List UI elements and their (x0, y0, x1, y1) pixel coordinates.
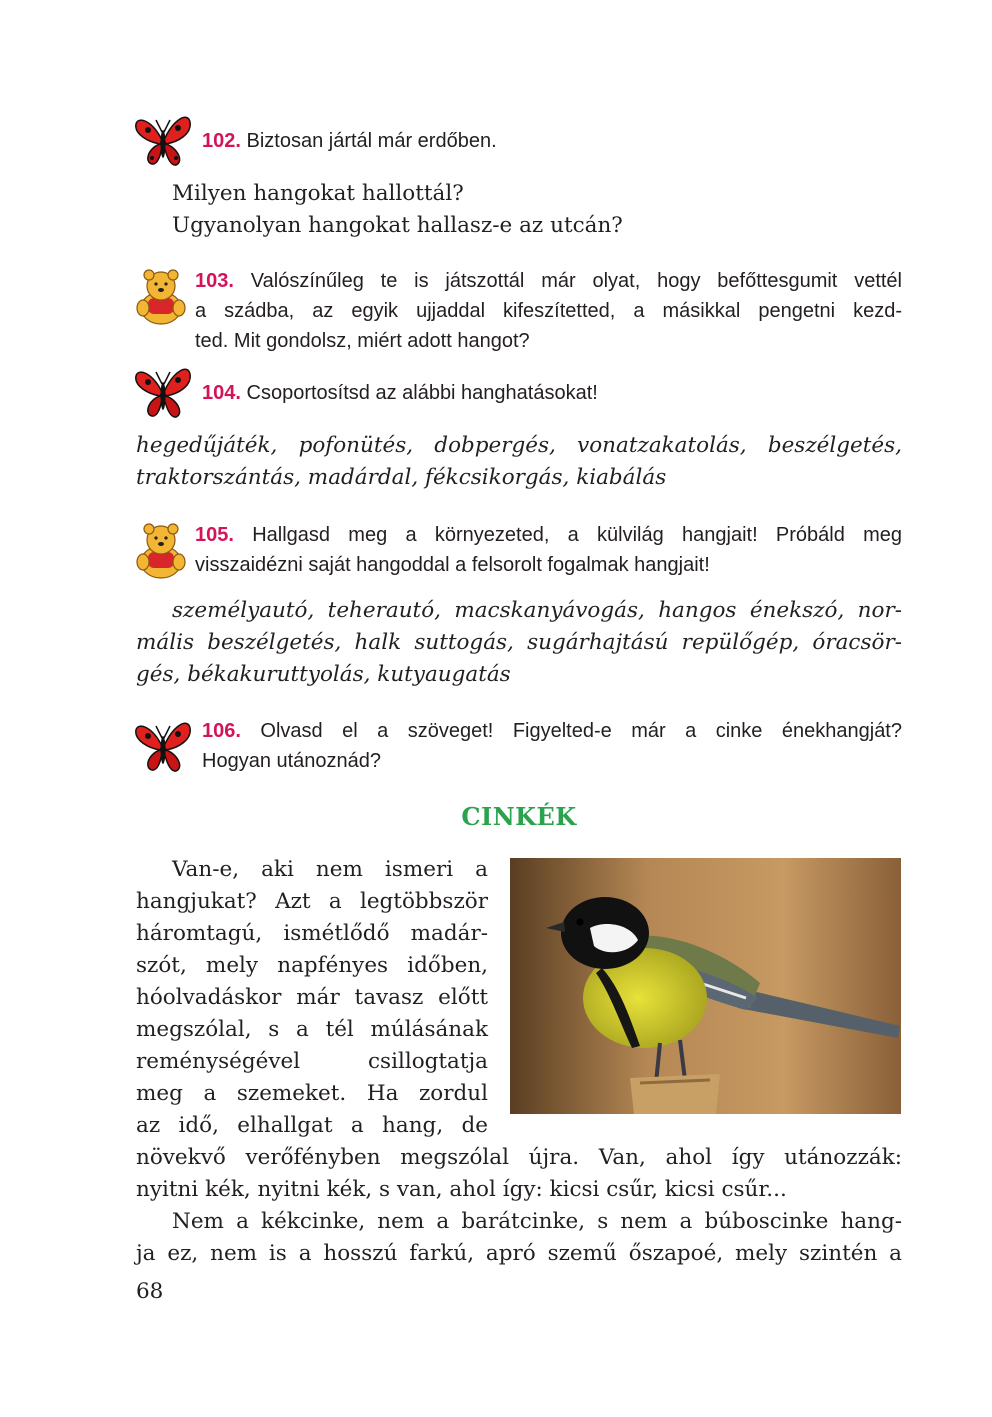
story-line: ja ez, nem is a hosszú farkú, apró szemű őszapoé, mely szintén a (136, 1241, 902, 1266)
exercise-text: Biztosan jártál már erdőben. (246, 130, 497, 152)
exercise-line: a szádba, az egyik ujjaddal kifeszítetted, a másikkal pengetni kezd- (195, 300, 902, 322)
exercise-number: 106. (202, 720, 241, 742)
butterfly-icon (134, 362, 192, 424)
exercise-line: ted. Mit gondolsz, miért adott hangot? (195, 330, 530, 352)
story-line: reménységével csillogtatja (136, 1049, 488, 1074)
questions-102 (172, 178, 902, 242)
page-number: 68 (136, 1279, 164, 1304)
exercise-105 (195, 520, 902, 580)
list-line: traktorszántás, madárdal, fékcsikorgás, kiabálás (136, 465, 667, 490)
story-title: CINKÉK (461, 802, 577, 831)
exercise-103 (195, 266, 902, 356)
exercise-102 (202, 126, 902, 156)
bear-icon (134, 266, 188, 326)
butterfly-icon (134, 110, 192, 172)
story-line: megszólal, s a tél múlásának (136, 1017, 488, 1042)
exercise-number: 103. (195, 270, 234, 292)
exercise-number: 102. (202, 130, 241, 152)
butterfly-icon (134, 716, 192, 778)
list-line: mális beszélgetés, halk suttogás, sugárhajtású repülőgép, óracsör- (136, 630, 902, 655)
list-line: hegedűjáték, pofonütés, dobpergés, vonatzakatolás, beszélgetés, (136, 433, 902, 458)
story-full (136, 1142, 902, 1270)
sound-list-105 (136, 595, 902, 691)
story-line: hangjukat? Azt a legtöbbször (136, 889, 488, 914)
exercise-line: Hallgasd meg a környezeted, a külvilág hangjait! Próbáld meg (252, 524, 902, 546)
exercise-number: 104. (202, 382, 241, 404)
story-line: hóolvadáskor már tavasz előtt (136, 985, 488, 1010)
story-line: nyitni kék, nyitni kék, s van, ahol így: kicsi csűr, kicsi csűr... (136, 1177, 787, 1202)
list-line: gés, békakuruttyolás, kutyaugatás (136, 662, 511, 687)
exercise-106 (202, 716, 902, 776)
great-tit-photo (510, 858, 901, 1114)
question-line: Milyen hangokat hallottál? (172, 181, 464, 206)
question-line: Ugyanolyan hangokat hallasz-e az utcán? (172, 213, 623, 238)
exercise-text: Csoportosítsd az alábbi hanghatásokat! (246, 382, 598, 404)
exercise-number: 105. (195, 524, 234, 546)
story-line: szót, mely napfényes időben, (136, 953, 488, 978)
exercise-line: visszaidézni saját hangoddal a felsorolt fogalmak hangjait! (195, 554, 710, 576)
story-line: háromtagú, ismétlődő madár- (136, 921, 488, 946)
exercise-line: Valószínűleg te is játszottál már olyat, hogy befőttesgumit vettél (250, 270, 903, 292)
bear-icon (134, 520, 188, 580)
story-line: Nem a kékcinke, nem a barátcinke, s nem a búboscinke hang- (172, 1209, 902, 1234)
story-line: Van-e, aki nem ismeri a (172, 857, 488, 882)
list-line: személyautó, teherautó, macskanyávogás, hangos énekszó, nor- (172, 598, 902, 623)
story-line: növekvő verőfényben megszólal újra. Van, ahol így utánozzák: (136, 1145, 902, 1170)
story-line: meg a szemeket. Ha zordul (136, 1081, 488, 1106)
exercise-line: Hogyan utánoznád? (202, 750, 382, 772)
exercise-line: Olvasd el a szöveget! Figyelted-e már a cinke énekhangját? (260, 720, 902, 742)
story-line: az idő, elhallgat a hang, de (136, 1113, 488, 1138)
story-column (136, 854, 488, 1142)
exercise-104 (202, 378, 902, 408)
sound-list-104 (136, 430, 902, 494)
